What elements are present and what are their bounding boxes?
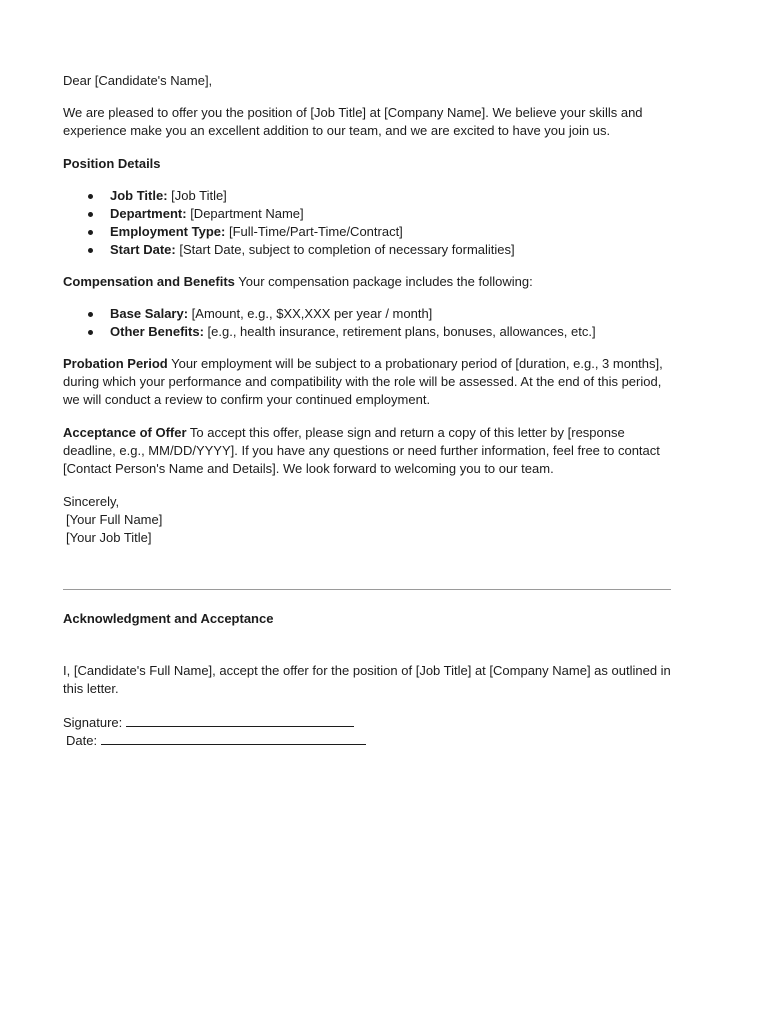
acknowledgment-section [63,610,673,750]
item-value: [e.g., health insurance, retirement plans, bonuses, allowances, etc.] [203,324,596,339]
sign-off: Sincerely, [63,494,120,509]
date-field [63,732,673,750]
bullet-icon [88,312,93,317]
compensation-heading: Compensation and Benefits [63,274,235,289]
offer-letter [63,72,673,547]
item-label: Department: [110,206,187,221]
list-item [63,223,673,241]
position-details-list [63,187,673,259]
compensation-intro [63,273,673,291]
compensation-list [63,305,673,341]
item-value: [Full-Time/Part-Time/Contract] [225,224,403,239]
acceptance-text: To accept this offer, please sign and return a copy of this letter by [response deadline, e.g., MM/DD/YYYY]. If you have any questions or need further information, feel free to contact [Contact Person's Name and Details]. We look forward to welcoming you to our team. [63,425,660,476]
signature-label: Signature: [63,715,123,730]
item-label: Start Date: [110,242,176,257]
list-item [63,305,673,323]
date-line[interactable] [101,732,366,745]
bullet-icon [88,194,93,199]
position-details-heading: Position Details [63,156,161,171]
item-value: [Amount, e.g., $XX,XXX per year / month] [188,306,433,321]
item-value: [Start Date, subject to completion of necessary formalities] [175,242,515,257]
acknowledgment-text: I, [Candidate's Full Name], accept the offer for the position of [Job Title] at [Company Name] as outlined in this letter. [63,663,671,696]
bullet-icon [88,230,93,235]
signature-line[interactable] [126,714,354,727]
probation-paragraph [63,355,673,409]
section-divider [63,589,671,590]
sender-name: [Your Full Name] [66,512,163,527]
compensation-text: Your compensation package includes the following: [234,274,533,289]
acceptance-paragraph [63,424,673,478]
probation-text: Your employment will be subject to a probationary period of [duration, e.g., 3 months], during which your performance and compatibility with the role will be assessed. At the end of this period, we will conduct a review to confirm your continued employment. [63,356,663,407]
signature-field [63,714,673,732]
probation-heading: Probation Period [63,356,168,371]
list-item [63,241,673,259]
acknowledgment-heading: Acknowledgment and Acceptance [63,611,274,626]
bullet-icon [88,330,93,335]
item-value: [Job Title] [167,188,227,203]
list-item [63,187,673,205]
item-label: Job Title: [110,188,168,203]
intro-paragraph: We are pleased to offer you the position of [Job Title] at [Company Name]. We believe your skills and experience make you an excellent addition to our team, and we are excited to have you join us. [63,105,643,138]
salutation: Dear [Candidate's Name], [63,73,213,88]
date-label: Date: [66,733,98,748]
bullet-icon [88,212,93,217]
sender-title: [Your Job Title] [66,530,152,545]
item-label: Base Salary: [110,306,189,321]
bullet-icon [88,248,93,253]
acceptance-heading: Acceptance of Offer [63,425,187,440]
item-value: [Department Name] [186,206,304,221]
list-item [63,323,673,341]
item-label: Other Benefits: [110,324,204,339]
item-label: Employment Type: [110,224,226,239]
list-item [63,205,673,223]
